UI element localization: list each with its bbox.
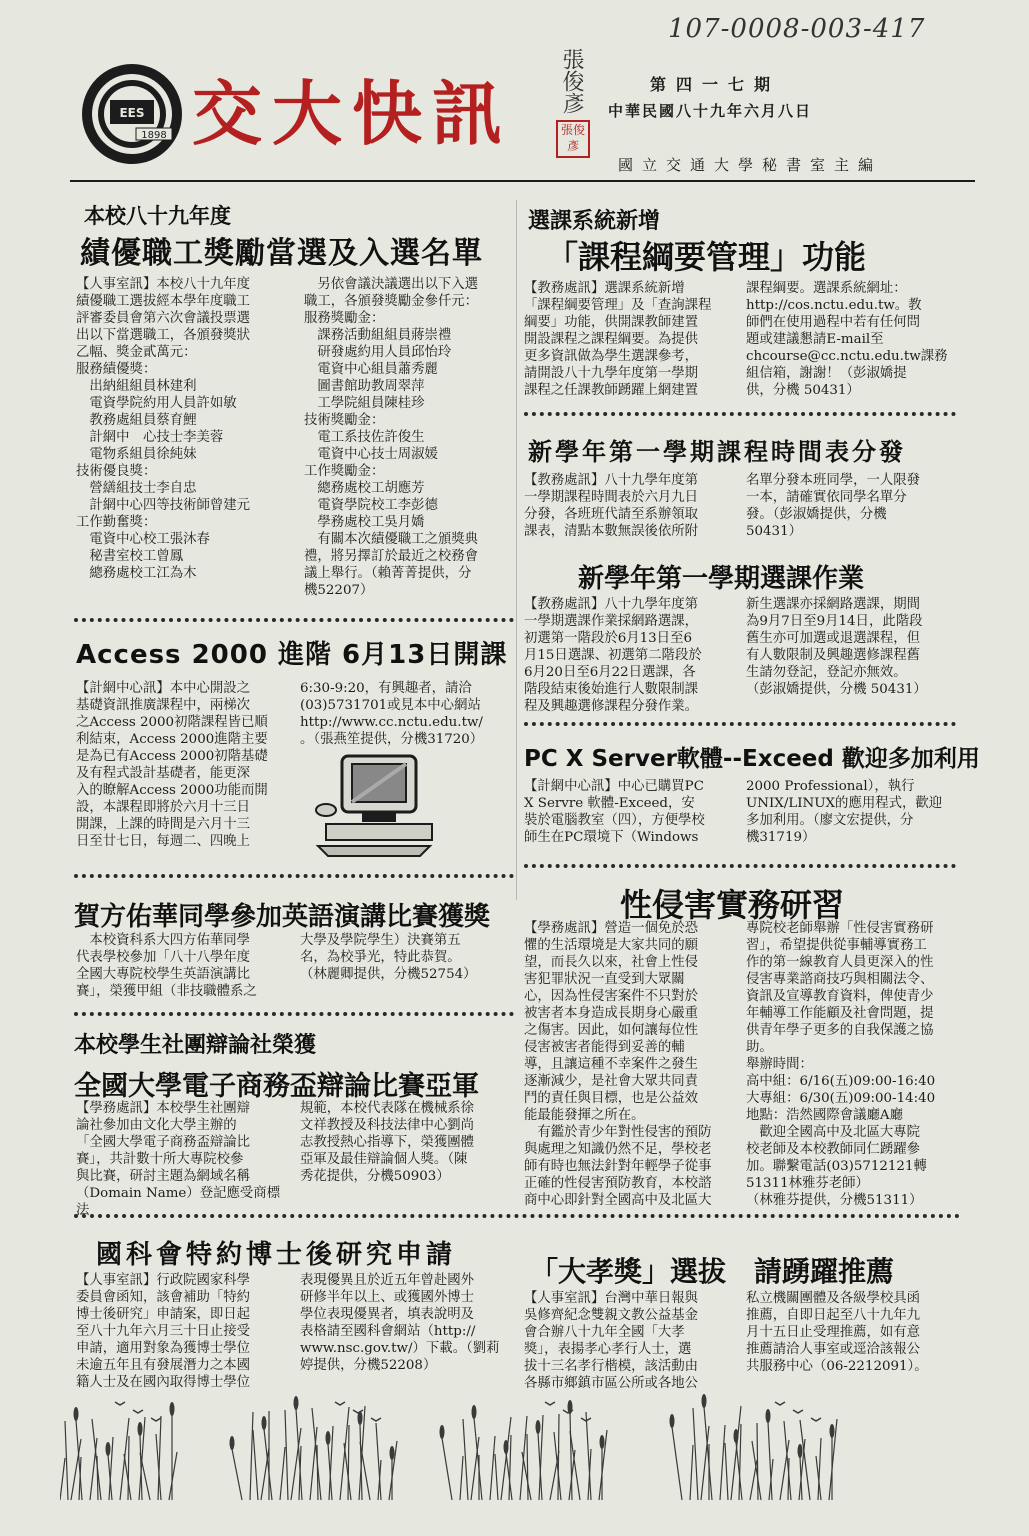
grass-seedhead [106,1442,111,1456]
course-outline-kicker: 選課系統新增 [528,209,661,234]
bird-icon [371,1418,381,1421]
grass-seedhead [390,1446,395,1460]
bird-icon [545,1402,555,1405]
harassment-headline: 性侵害實務研習 [620,886,845,924]
grass-blade [442,1438,452,1500]
grass-seedhead [504,1440,509,1454]
grass-blade [522,1452,531,1500]
grass-blade [460,1456,463,1500]
grass-blade [495,1454,498,1500]
grass-seedhead [138,1422,143,1436]
grass-blade [690,1445,693,1500]
grass-blade [253,1430,258,1500]
dotted-separator [74,1012,514,1016]
red-seal-stamp: 張俊彥 [556,120,590,158]
bird-icon [811,1418,821,1421]
staff-awards-col1: 【人事室訊】本校八十九年度 績優職工選拔經本學年度職工 評審委員會第六次會議投票選 出以下當選職工，各頒發獎狀 乙幅、獎金貳萬元： 服務績優獎： 出納組組員林建利 電資學院約用人員許如敏 教務處組員蔡育鯉 計網中 心技士李美蓉 電物系組員徐純妹 技術優良獎： 營繕組技士李自忠 計網中心四等技術師曾建元 工作勤奮獎： 電資中心校工張沐春 秘書室校工曾鳳 總務處校工江為木 [76,277,251,581]
grass-blade [527,1434,528,1500]
grass-blade [752,1441,761,1500]
filial-headline: 「大孝獎」選拔 請踴躍推薦 [530,1255,895,1288]
grass-blade [725,1443,728,1500]
grass-blade [672,1427,682,1500]
course-outline-headline: 「課程綱要管理」功能 [546,238,867,276]
staff-awards-kicker: 本校八十九年度 [84,204,231,228]
computer-illustration-icon [312,750,442,858]
timetable-col2: 名單分發本班同學，一人限發 一本，請確實依同學名單分 發。（彭淑嬌提供，分機 50431） [746,473,921,539]
grass-blade [704,1407,712,1500]
grass-blade [128,1436,129,1500]
grass-blade [280,1447,285,1500]
grass-blade [490,1436,495,1500]
handwritten-reference: 107-0008-003-417 [668,14,926,44]
grass-seedhead [170,1402,175,1416]
masthead-title: 交大快訊 [192,72,512,155]
debate-headline: 全國大學電子商務盃辯論比賽亞軍 [74,1071,479,1102]
grass-seedhead [734,1429,739,1443]
grass-seedhead [830,1424,835,1438]
course-outline-col2: 課程綱要。選課系統網址： http://cos.nctu.edu.tw。教 師們在使用過程中若有任何問 題或建議懇請E-mail至 chcourse@cc.nctu.edu.tw課務 組信箱，謝謝！（彭淑嬌提 供，分機 50431） [746,281,948,398]
logo-letters: EES [119,106,145,120]
course-outline-col1: 【教務處訊】選課系統新增 「課程綱要管理」及「查詢課程 綱要」功能，供開課教師建置 開設課程之課程綱要。為提供 更多資訊做為學生選課參考， 請開設八十九學年度第一學期 課程之任課教師踴躍上網建置 [524,281,712,398]
bird-icon [151,1418,161,1421]
gear-logo-icon [78,62,186,166]
grass-blade [348,1425,349,1500]
grass-blade [344,1443,351,1500]
bird-icon [775,1402,785,1405]
dotted-separator [74,1214,960,1218]
english-speech-headline: 賀方佑華同學參加英語演講比賽獲獎 [74,902,491,932]
logo-year: 1898 [141,130,167,141]
grass-seedhead [74,1407,79,1421]
grass-blade [720,1425,725,1500]
dotted-separator [74,618,514,622]
grass-blade [60,1458,65,1500]
grass-seedhead [294,1396,299,1410]
xserver-col1: 【計網中心訊】中心已購買PC X Servre 軟體-Exceed，安 裝於電腦教室（四），方便學校 師生在PC環境下（Windows [524,779,705,845]
grass-seedhead [440,1425,445,1439]
grass-blade [264,1429,272,1500]
staff-awards-col2: 另依會議決議選出以下入選 職工，各頒發獎勵金參仟元： 服務獎勵金： 課務活動組組員蔣崇禮 研發處約用人員邱怡玲 電資中心組員蕭秀麗 圖書館助教周翠萍 工學院組員陳桂珍 技術獎勵金： 電工系技佐許俊生 電資中心技士周淑媛 工作獎勵金： 總務處校工胡應芳 電資學院校工李彭德 學務處校工吳月嬌 有關本次績優職工之頒獎典 禮，將另擇訂於最近之校務會 議上舉行。（賴菁菁提供，分 機52207） [304,277,479,598]
grass-blade [784,1421,791,1500]
english-speech-col2: 大學及學院學生）決賽第五 名，為校爭光，特此恭賀。 （林麗卿提供，分機52754） [300,933,477,982]
access-col2: 6:30-9:20，有興趣者，請洽 (03)5731701或見本中心網站 http://www.cc.nctu.edu.tw/ 。（張燕笙提供，分機31720） [300,681,484,747]
access-col1: 【計網中心訊】本中心開設之 基礎資訊推廣課程中，兩梯次 之Access 2000初階課程皆已順 利結束，Access 2000進階主要 是為已有Access 2000初階基礎 及有程式設計基礎者，能更深 入的瞭解Access 2000功能而開 設，本課程即將於六月十三日 開課，上課的時間是六月十三 日至廿七日，每週二、四晚上 [76,681,268,849]
timetable-col1: 【教務處訊】八十九學年度第 一學期課程時間表於六月九日 分發，各班班代請至系辦領取 課表，清點本數無誤後依所附 [524,473,699,539]
grass-blade [65,1421,68,1500]
dotted-separator [74,874,514,878]
grass-blade [693,1408,698,1500]
debate-col2: 規範，本校代表隊在機械系徐 文祥教授及科技法律中心劉尚 志教授熱心指導下，榮獲團體 亞軍及最佳辯論個人獎。（陳 秀花提供，分機50903） [300,1101,475,1184]
course-selection-headline: 新學年第一學期選課作業 [578,564,865,594]
grass-seedhead [536,1420,541,1434]
grass-blade [261,1448,269,1500]
grass-blade [312,1408,321,1500]
access-headline: Access 2000 進階 6月13日開課 [76,640,508,670]
bird-icon [793,1410,803,1413]
grass-blade [92,1419,101,1500]
xserver-col2: 2000 Professional），執行 UNIX/LINUX的應用程式，歡迎 多加利用。（廖文宏提供，分 機31719） [746,779,943,845]
grass-blade [558,1414,559,1500]
course-selection-col1: 【教務處訊】八十九學年度第 一學期選課作業採網路選課， 初選第一階段於6月13日至6 月15日選課、初選第二階段於 6月20日至6月22日選課，各 階段結束後始進行人數限制課 程及興趣選修課程分發作業。 [524,597,702,714]
grass-seedhead [766,1409,771,1423]
signature: 張俊彥 [559,48,584,114]
grass-seedhead [230,1436,235,1450]
harassment-col2: 專院校老師舉辦「性侵害實務研 習」，希望提供從事輔導實務工 作的第一線教育人員更深入的性 侵害專業諮商技巧與相關法令、 資訊及宣導教育資料，俾使青少 年輔導工作能顧及社會問題，提 供青年學子更多的自我保護之協 助。 舉辦時間： 高中組：6/16(五)09:00-16:40 大專組：6/30(五)09:00-14:40 地點：浩然國際會議廳A廳 歡迎全國高中及北區大專院 校老師及本校教師同仁踴躍參 加。聯繫電話(03)5712121轉 51311林雅芬老師） （林雅芬提供，分機51311） [746,921,936,1208]
grass-seedhead [600,1435,605,1449]
xserver-headline: PC X Server軟體--Exceed 歡迎多加利用 [524,746,980,772]
editor-line: 國立交通大學秘書室主編 [618,156,883,174]
postdoc-headline: 國科會特約博士後研究申請 [96,1240,457,1270]
course-selection-col2: 新生選課亦採網路選課，期間 為9月7日至9月14日，此階段 舊生亦可加選或退選課程，但 有人數限制及興趣選修課程舊 生請勿登記，登記亦無效。 （彭淑嬌提供，分機 50431） [746,597,927,697]
grass-blade [169,1452,177,1500]
grass-seedhead [262,1416,267,1430]
grass-blade [474,1418,482,1500]
grass-blade [471,1437,479,1500]
timetable-headline: 新學年第一學期課程時間表分發 [528,438,906,466]
grass-blade [757,1423,758,1500]
grass-blade [124,1454,131,1500]
grass-birds-decoration [60,1392,960,1502]
dotted-separator [524,722,956,726]
harassment-col1: 【學務處訊】營造一個免於恐 懼的生活環境是大家共同的願 望，而長久以來，社會上性侵 害犯罪狀況一直受到大眾關 心，因為性侵害案件不只對於 被害者本身造成長期身心嚴重 之傷害。因此，如何讓每位性 侵害被害者能得到妥善的輔 導，且讓這種不幸案件之發生 逐漸減少，是社會大眾共同責 鬥的責任與目標，也是公益效 能最能發揮之所在。 有鑑於青少年對性侵害的預防 與處理之知識仍然不足，學校老 師有時也無法針對年輕學子從事 正確的性侵害預防教育，本校諮 商中心即針對全國高中及北區大 [524,921,712,1208]
debate-col1: 【學務處訊】本校學生社團辯 論社參加由文化大學主辦的 「全國大學電子商務盃辯論比 賽」，共計數十所大專院校參 與比賽，研討主題為網域名稱 （Domain Name）登記應受商標法 [76,1101,281,1218]
filial-col2: 私立機關團體及各級學校具函 推薦，自即日起至八十九年九 月十五日止受理推薦，如有意 推薦請洽人事室或逕洽該報公 共服務中心（06-2212091）。 [746,1291,928,1374]
grass-blade [701,1426,709,1500]
bird-icon [115,1402,125,1405]
grass-blade [250,1412,253,1500]
grass-blade [232,1449,242,1500]
grass-blade [463,1419,468,1500]
grass-seedhead [670,1414,675,1428]
debate-kicker: 本校學生社團辯論社榮獲 [74,1033,317,1058]
grass-seedhead [798,1444,803,1458]
grass-blade [90,1438,97,1500]
dotted-separator [524,412,956,416]
dotted-separator [524,864,956,868]
postdoc-col2: 表現優異且於近五年曾赴國外 研修半年以上、或獲國外博士 學位表現優異者，填表說明及 表格請至國科會網站（http:// www.nsc.gov.tw/）下載。（劉莉 婷提供，分機52208） [300,1273,500,1373]
grass-blade [285,1410,288,1500]
filial-col1: 【人事室訊】台灣中華日報與 吳修齊紀念雙親文教公益基金 會合辦八十九年全國「大孝 獎」，表揚孝心孝行人士，選 拔十三名孝行楷模，該活動由 各縣市鄉鎮市區公所或各地公 [524,1291,699,1391]
grass-blade [310,1427,317,1500]
issue-number: 第四一七期 [650,75,781,94]
staff-awards-headline: 績優職工獎勵當選及入選名單 [80,236,483,271]
grass-seedhead [326,1431,331,1445]
issue-date: 中華民國八十九年六月八日 [608,102,813,120]
bird-icon [335,1402,345,1405]
grass-seedhead [472,1405,477,1419]
english-speech-col1: 本校資科系大四方佑華同學 代表學校參加「八十八學年度 全國大專院校學生英語演講比 賽」，榮獲甲組（非技職體系之 [76,933,257,999]
masthead-rule [70,180,975,182]
grass-seedhead [702,1394,707,1408]
postdoc-col1: 【人事室訊】行政院國家科學 委員會函知，該會補助「特約 博士後研究」申請案，即日起 至八十九年六月三十日止接受 申請，適用對象為獲博士學位 未逾五年且有發展潛力之本國 籍人士及在國內取得博士學位 [76,1273,251,1390]
grass-blade [554,1432,561,1500]
bird-icon [133,1410,143,1413]
